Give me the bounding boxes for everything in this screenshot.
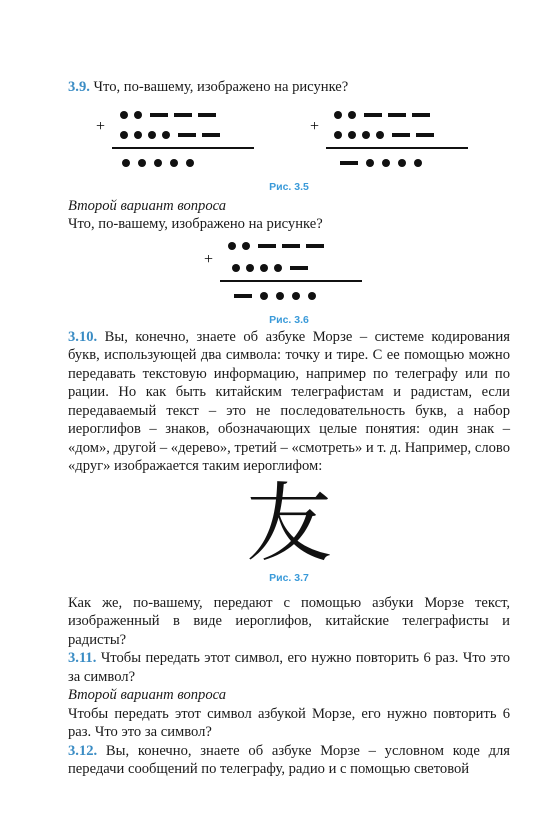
figure-3-6	[68, 234, 510, 328]
morse-sum-figure	[68, 234, 510, 314]
question-3-12	[68, 742, 510, 779]
question-text: Вы, конечно, знаете об азбуке Морзе – условном коде для передачи сообщений по телеграфу, радио и с помощью световой	[68, 742, 510, 777]
variant-label: Второй вариант вопроса	[68, 197, 227, 214]
question-3-11	[68, 649, 510, 686]
question-text: Вы, конечно, знаете об азбуке Морзе – системе кодирования букв, использующей два символа: точку и тире. С ее помощью можно передавать текстовую информацию, например по телеграфу или по рации. Но как быть китайским телеграфистам и радистам, если передаваемый текст – это не последовательность букв, а набор иероглифов – знаков, обозначающих целые понятия: один знак – «дом», другой – «дерево», третий – «смотреть» и т. д. Например, слово «друг» изображается таким иероглифом:	[68, 328, 510, 474]
sum-line-left	[112, 147, 254, 149]
morse-left-row-1	[120, 111, 216, 119]
question-number: 3.10.	[68, 328, 98, 345]
morse-sum-figure	[68, 97, 510, 183]
question-3-9	[68, 78, 510, 97]
morse-left-result	[122, 159, 194, 167]
morse-row-2	[232, 264, 308, 272]
page-content	[68, 78, 510, 779]
question-number: 3.9.	[68, 79, 90, 95]
question-text: Чтобы передать этот символ, его нужно повторить 6 раз. Что это за символ?	[68, 650, 510, 685]
morse-right-result	[340, 159, 422, 167]
question-number: 3.12.	[68, 742, 98, 759]
variant-text: Чтобы передать этот символ азбукой Морзе, его нужно повторить 6 раз. Что это за символ?	[68, 705, 510, 740]
morse-right-row-2	[334, 131, 434, 139]
plus-sign: +	[204, 250, 214, 268]
sum-line-right	[326, 147, 468, 149]
morse-left-row-2	[120, 131, 220, 139]
morse-result	[234, 292, 316, 300]
variant-text: Что, по-вашему, изображено на рисунке?	[68, 216, 323, 232]
question-text: Что, по-вашему, изображено на рисунке?	[89, 79, 349, 95]
figure-3-5	[68, 97, 510, 197]
plus-sign: +	[310, 117, 320, 135]
figure-caption: Рис. 3.7	[269, 571, 309, 584]
question-number: 3.11.	[68, 650, 97, 666]
question-3-10	[68, 328, 510, 476]
morse-right-row-1	[334, 111, 430, 119]
question-3-10-continued: Как же, по-вашему, передают с помощью азбуки Морзе текст, изображенный в виде иероглифов, китайские телеграфисты и радисты?	[68, 594, 510, 648]
plus-sign: +	[96, 117, 106, 135]
figure-caption: Рис. 3.6	[269, 313, 309, 326]
morse-row-1	[228, 242, 324, 250]
variant-label: Второй вариант вопроса	[68, 687, 227, 703]
figure-3-7	[68, 473, 510, 586]
chinese-character-friend: 友	[246, 473, 332, 574]
figure-caption: Рис. 3.5	[269, 180, 309, 193]
sum-line	[220, 280, 362, 282]
